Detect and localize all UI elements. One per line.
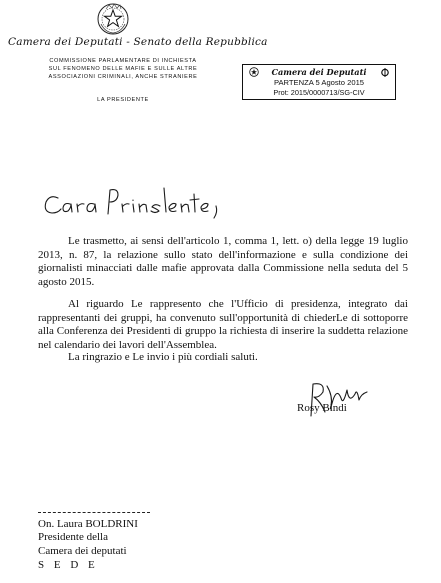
recipient-institution: Camera dei deputati bbox=[38, 545, 127, 557]
commission-name bbox=[48, 57, 198, 81]
commission-line: SUL FENOMENO DELLE MAFIE E SULLE ALTRE bbox=[48, 66, 198, 72]
recipient-name: On. Laura BOLDRINI bbox=[38, 518, 138, 530]
letter-closing: La ringrazio e Le invio i più cordiali saluti. bbox=[68, 351, 258, 363]
republic-emblem-icon bbox=[96, 2, 130, 36]
stamp-title: Camera dei Deputati bbox=[271, 67, 367, 77]
recipient-role: Presidente della bbox=[38, 531, 108, 543]
recipient-location: S E D E bbox=[38, 559, 99, 571]
stamp-symbol-icon bbox=[381, 68, 389, 77]
handwritten-greeting bbox=[36, 180, 236, 226]
paragraph-1-text: Le trasmetto, ai sensi dell'articolo 1, comma 1, lett. o) della legge 19 luglio 2013, n. 87, la relazione sullo stato dell'informazione e sulla condizione dei giornalisti minacciati dalle mafie approvata dalla Commissione nella seduta del 5 agosto 2015. bbox=[38, 235, 408, 288]
protocol-stamp bbox=[242, 64, 396, 100]
commission-line: COMMISSIONE PARLAMENTARE DI INCHIESTA bbox=[49, 58, 197, 64]
signer-name: Rosy Bindi bbox=[297, 402, 347, 414]
letter-paragraph-1 bbox=[38, 235, 408, 289]
commission-line: ASSOCIAZIONI CRIMINALI, ANCHE STRANIERE bbox=[48, 74, 198, 80]
institution-heading: Camera dei Deputati - Senato della Repubblica bbox=[8, 36, 268, 48]
handwritten-signature bbox=[303, 380, 375, 420]
letter-paragraph-2 bbox=[38, 298, 408, 352]
stamp-protocol-number: Prot: 2015/0000713/SG-CIV bbox=[273, 88, 365, 97]
office-label: LA PRESIDENTE bbox=[97, 97, 149, 103]
separator-line bbox=[38, 512, 150, 513]
stamp-departure-date: PARTENZA 5 Agosto 2015 bbox=[273, 78, 365, 87]
paragraph-2-text: Al riguardo Le rappresento che l'Ufficio di presidenza, integrato dai rappresentanti dei gruppi, ha convenuto sull'opportunità di chiederLe di sottoporre alla Conferenza dei Presidenti di gruppo la richiesta di inserire la suddetta relazione nel calendario dei lavori dell'Assemblea. bbox=[38, 298, 408, 351]
